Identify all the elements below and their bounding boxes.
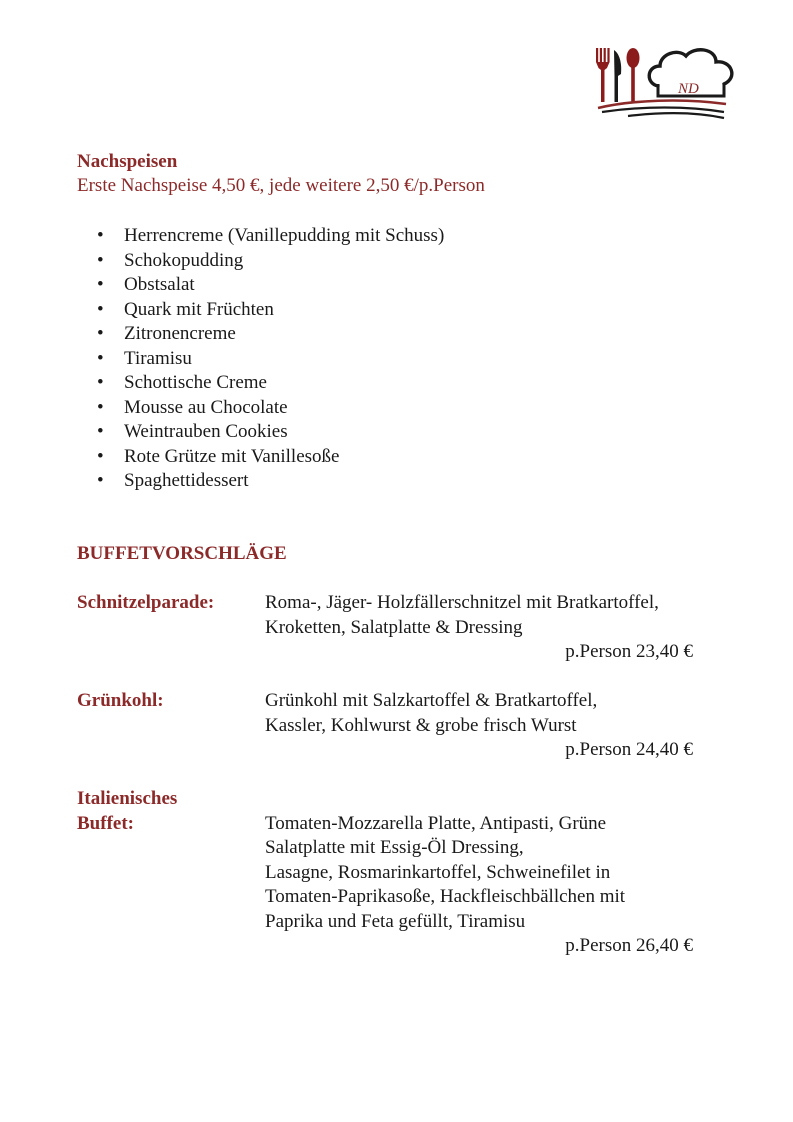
bullet-icon: • [97, 372, 104, 393]
fork-icon [596, 48, 610, 102]
dessert-list [77, 224, 444, 494]
buffets-title: BUFFETVORSCHLÄGE [77, 543, 287, 564]
list-item [77, 420, 444, 445]
description-line: Paprika und Feta gefüllt, Tiramisu [265, 910, 526, 932]
list-item [77, 371, 444, 396]
dessert-name: Weintrauben Cookies [124, 421, 288, 442]
bullet-icon: • [97, 470, 104, 491]
description-line: Roma-, Jäger- Holzfällerschnitzel mit Bratkartoffel, [265, 592, 659, 613]
description-line: Salatplatte mit Essig-Öl Dressing, [265, 837, 524, 858]
list-item [77, 469, 444, 494]
buffet-price: p.Person 23,40 € [565, 641, 693, 662]
logo-swoosh-dark-1 [602, 108, 724, 113]
bullet-icon: • [97, 323, 104, 344]
spoon-icon [627, 48, 640, 102]
desserts-pricing: Erste Nachspeise 4,50 €, jede weitere 2,50 €/p.Person [77, 175, 485, 196]
description-line: Tomaten-Mozzarella Platte, Antipasti, Grüne [265, 812, 607, 834]
dessert-name: Quark mit Früchten [124, 298, 274, 320]
knife-icon [614, 50, 621, 102]
list-item [77, 396, 444, 421]
buffet-description [265, 812, 625, 935]
logo-monogram: ND [678, 81, 699, 97]
description-line: Lasagne, Rosmarinkartoffel, Schweinefilet in [265, 861, 611, 883]
dessert-name: Zitronencreme [124, 323, 236, 344]
bullet-icon: • [97, 298, 104, 320]
description-line: Grünkohl mit Salzkartoffel & Bratkartoffel, [265, 690, 598, 711]
buffet-label: Schnitzelparade: [77, 592, 215, 613]
dessert-name: Herrencreme (Vanillepudding mit Schuss) [124, 225, 445, 246]
restaurant-logo [592, 40, 742, 124]
bullet-icon: • [97, 347, 104, 369]
bullet-icon: • [97, 225, 104, 246]
bullet-icon: • [97, 249, 104, 271]
bullet-icon: • [97, 396, 104, 418]
dessert-name: Schokopudding [124, 249, 244, 271]
dessert-name: Spaghettidessert [124, 470, 249, 491]
dessert-name: Mousse au Chocolate [124, 396, 288, 418]
list-item [77, 298, 444, 323]
buffet-schnitzelparade [77, 591, 717, 667]
buffet-gruenkohl [77, 689, 717, 765]
list-item [77, 273, 444, 298]
buffet-label-line: Buffet: [77, 812, 134, 834]
list-item [77, 445, 444, 470]
desserts-title: Nachspeisen [77, 151, 178, 172]
buffet-label [77, 787, 177, 836]
buffet-price: p.Person 24,40 € [565, 739, 693, 760]
logo-swoosh-dark-2 [628, 113, 724, 118]
buffet-price: p.Person 26,40 € [565, 935, 693, 956]
buffet-description [265, 689, 597, 738]
list-item [77, 224, 444, 249]
list-item [77, 249, 444, 274]
description-line: Kroketten, Salatplatte & Dressing [265, 616, 523, 638]
dessert-name: Rote Grütze mit Vanillesoße [124, 445, 340, 467]
description-line: Tomaten-Paprikasoße, Hackfleischbällchen mit [265, 886, 626, 907]
bullet-icon: • [97, 445, 104, 467]
list-item [77, 347, 444, 372]
list-item [77, 322, 444, 347]
description-line: Kassler, Kohlwurst & grobe frisch Wurst [265, 714, 577, 736]
dessert-name: Obstsalat [124, 274, 195, 295]
buffet-label-line: Italienisches [77, 788, 178, 809]
buffet-label: Grünkohl: [77, 690, 164, 711]
buffet-description [265, 591, 659, 640]
bullet-icon: • [97, 274, 104, 295]
dessert-name: Schottische Creme [124, 372, 267, 393]
buffet-italienisch [77, 787, 717, 967]
dessert-name: Tiramisu [124, 347, 192, 369]
bullet-icon: • [97, 421, 104, 442]
